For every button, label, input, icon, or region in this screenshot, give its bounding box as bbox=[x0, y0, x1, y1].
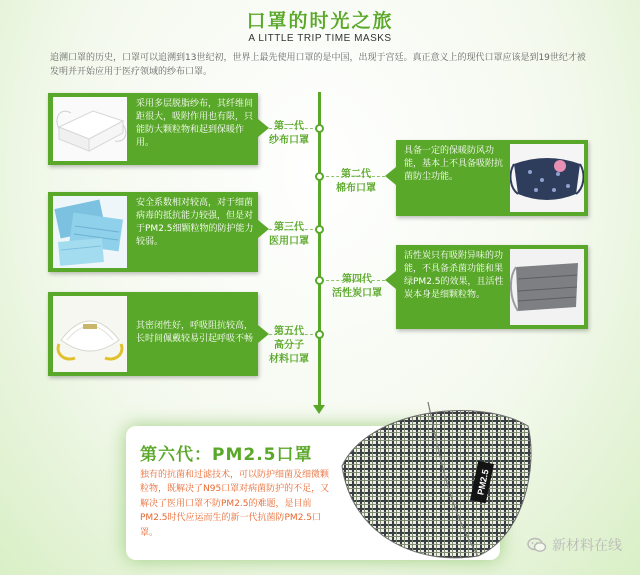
gen3-card bbox=[48, 192, 258, 272]
pm25-mask-icon bbox=[328, 396, 540, 564]
gen2-label: 第二代 棉布口罩 bbox=[336, 169, 376, 194]
timeline-arrow-icon bbox=[313, 405, 325, 414]
gen1-description: 采用多层脱脂纱布，其纤维间距很大，吸附作用也有限，只能防大颗粒物和起到保暖作用。 bbox=[136, 99, 254, 148]
gen5-card bbox=[48, 292, 258, 376]
gen4-card bbox=[396, 245, 588, 329]
gen3-label: 第三代 医用口罩 bbox=[269, 222, 309, 247]
gen3-node bbox=[315, 225, 324, 234]
gen2-card bbox=[396, 140, 588, 216]
timeline-line bbox=[318, 92, 321, 410]
gen1-node bbox=[315, 124, 324, 133]
final-title: 第六代：PM2.5口罩 bbox=[140, 445, 313, 465]
page-subtitle: A LITTLE TRIP TIME MASKS bbox=[248, 33, 392, 44]
gen2-pointer-icon bbox=[385, 167, 396, 185]
gen2-node bbox=[315, 172, 324, 181]
gen4-node bbox=[315, 276, 324, 285]
cotton-mask-icon bbox=[510, 144, 584, 212]
gen4-label: 第四代 活性炭口罩 bbox=[332, 274, 382, 299]
gen2-description: 具备一定的保暖防风功能，基本上不具备吸附抗菌防尘功能。 bbox=[404, 146, 504, 182]
gen5-description: 其密闭性好，呼吸阻抗较高，长时间佩戴较易引起呼吸不畅 bbox=[136, 321, 254, 344]
pm25-tag-label: PM2.5 bbox=[475, 468, 491, 496]
page-title: 口罩的时光之旅 bbox=[246, 10, 394, 32]
watermark-text: 新材料在线 bbox=[552, 538, 622, 554]
wechat-icon bbox=[527, 537, 547, 553]
carbon-mask-icon bbox=[510, 249, 584, 325]
final-description: 独有的抗菌和过滤技术，可以防护细菌及细微颗粒物，既解决了N95口罩对病菌防护的不足，又解决了医用口罩不防PM2.5的难题，是目前PM2.5时代应运而生的新一代抗菌防PM2.5口罩。 bbox=[140, 470, 330, 538]
n95-mask-icon bbox=[53, 296, 127, 372]
gen1-card bbox=[48, 93, 258, 165]
gauze-mask-icon bbox=[53, 97, 127, 161]
gen3-description: 安全系数相对较高，对于细菌病毒的抵抗能力较强，但是对于PM2.5细颗粒物的防护能力较弱。 bbox=[136, 198, 254, 247]
intro-paragraph: 追溯口罩的历史，口罩可以追溯到13世纪初，世界上最先使用口罩的是中国，出现于宫廷。真正意义上的现代口罩应该是到19世纪才被发明并开始应用于医疗领域的纱布口罩。 bbox=[50, 53, 586, 77]
gen4-description: 活性炭只有吸附异味的功能，不具备杀菌功能和果绿PM2.5的效果，且活性炭本身是细颗粒物。 bbox=[404, 251, 504, 300]
gen1-label: 第一代 纱布口罩 bbox=[269, 121, 309, 146]
watermark bbox=[527, 535, 622, 555]
medical-mask-icon bbox=[53, 196, 127, 268]
gen5-label: 第五代 高分子 材料口罩 bbox=[269, 326, 309, 365]
gen5-node bbox=[315, 330, 324, 339]
